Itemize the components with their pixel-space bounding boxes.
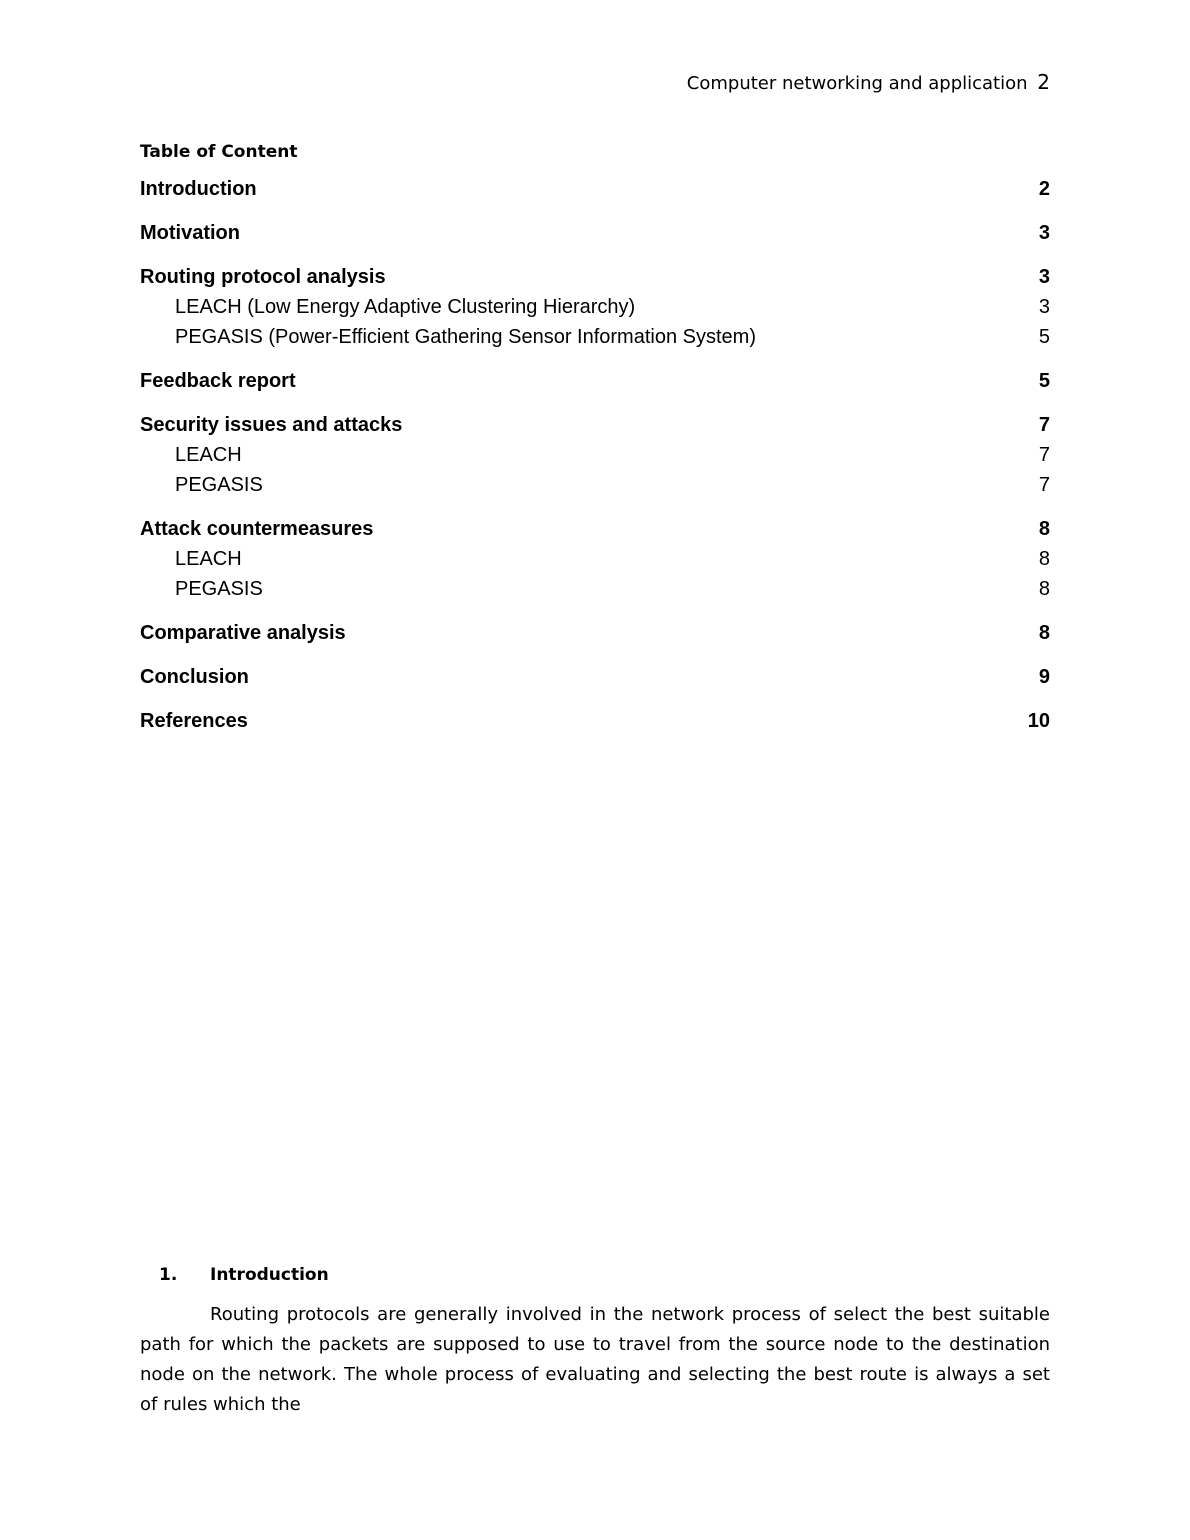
toc-entry-label: PEGASIS — [175, 578, 263, 600]
toc-entry-label: Motivation — [140, 222, 240, 244]
toc-entry-page: 8 — [1038, 578, 1050, 600]
toc-entry-label: Attack countermeasures — [140, 518, 374, 540]
toc-entry-label: PEGASIS (Power-Efficient Gathering Sensor Information System) — [175, 326, 756, 348]
toc-entry[interactable] — [140, 262, 1050, 292]
toc-entry[interactable] — [140, 706, 1050, 736]
running-header — [687, 70, 1050, 94]
toc-entry-label: Comparative analysis — [140, 622, 346, 644]
toc-entry-page: 8 — [1038, 548, 1050, 570]
toc-entry[interactable] — [140, 174, 1050, 204]
toc-entry-page: 3 — [1038, 266, 1050, 288]
running-header-page-number: 2 — [1037, 70, 1050, 94]
toc-entry-label: Security issues and attacks — [140, 414, 403, 436]
toc-entry-label: Conclusion — [140, 666, 249, 688]
toc-entry[interactable] — [140, 618, 1050, 648]
toc-entry-page: 8 — [1038, 518, 1050, 540]
section-number: 1. — [159, 1265, 178, 1285]
toc-entry-label: References — [140, 710, 248, 732]
toc-entry[interactable] — [140, 470, 1050, 500]
toc-entry[interactable] — [140, 544, 1050, 574]
toc-entry-page: 9 — [1038, 666, 1050, 688]
toc-entry[interactable] — [140, 574, 1050, 604]
toc-entry-page: 3 — [1038, 296, 1050, 318]
section-title: Introduction — [210, 1265, 329, 1285]
toc-entry-label: PEGASIS — [175, 474, 263, 496]
toc-entry-label: LEACH — [175, 548, 242, 570]
toc-entry-page: 3 — [1038, 222, 1050, 244]
toc-entry-page: 7 — [1038, 474, 1050, 496]
toc-entry-page: 7 — [1038, 444, 1050, 466]
body-paragraph: Routing protocols are generally involved in the network process of select the best suitable path for which the packets are supposed to use to travel from the source node to the destination node on the network. The whole process of evaluating and selecting the best route is always a set of rules which the — [140, 1304, 1050, 1415]
toc-entry-page: 2 — [1038, 178, 1050, 200]
toc-entry[interactable] — [140, 514, 1050, 544]
toc-title: Table of Content — [140, 142, 298, 162]
toc-entry[interactable] — [140, 322, 1050, 352]
toc-entry-page: 5 — [1038, 326, 1050, 348]
toc-entry-page: 8 — [1038, 622, 1050, 644]
toc-entry[interactable] — [140, 292, 1050, 322]
running-header-title: Computer networking and application — [686, 73, 1028, 94]
toc-entry-label: Introduction — [140, 178, 257, 200]
toc-entry-label: Feedback report — [140, 370, 296, 392]
toc-entry[interactable] — [140, 410, 1050, 440]
toc-entry-page: 10 — [1027, 710, 1050, 732]
toc-entry[interactable] — [140, 218, 1050, 248]
toc-entry-label: LEACH — [175, 444, 242, 466]
toc-entry-label: LEACH (Low Energy Adaptive Clustering Hierarchy) — [175, 296, 636, 318]
toc-entry-page: 7 — [1038, 414, 1050, 436]
toc-entry[interactable] — [140, 440, 1050, 470]
section-heading — [159, 1265, 329, 1285]
toc-entry-page: 5 — [1038, 370, 1050, 392]
toc-entry[interactable] — [140, 662, 1050, 692]
toc-entry[interactable] — [140, 366, 1050, 396]
toc-entry-label: Routing protocol analysis — [140, 266, 386, 288]
table-of-contents — [140, 174, 1050, 736]
